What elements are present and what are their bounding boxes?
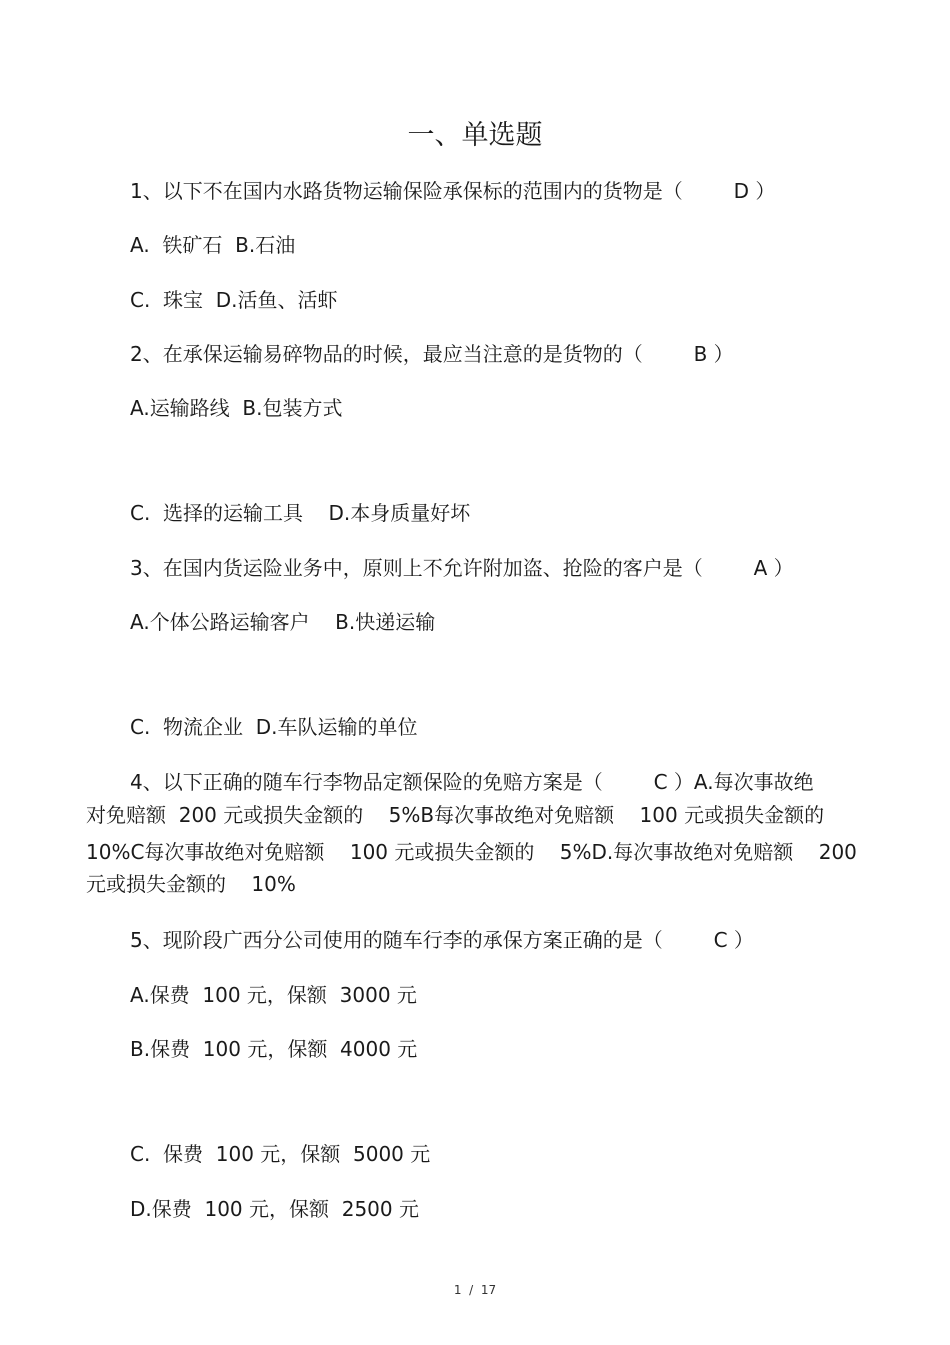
question-4-line-2: 对免赔额 200 元或损失金额的 5%B每次事故绝对免赔额 100 元或损失金额的: [86, 803, 825, 827]
question-2-options-cd: C. 选择的运输工具 D.本身质量好坏: [130, 501, 471, 525]
question-2-options-ab: A.运输路线 B.包装方式: [130, 396, 343, 420]
question-5-stem: 5、现阶段广西分公司使用的随车行李的承保方案正确的是（ C ）: [130, 928, 754, 952]
page-title: 一、单选题: [407, 120, 543, 151]
question-5-option-b: B.保费 100 元，保额 4000 元: [130, 1037, 418, 1061]
question-5-option-d: D.保费 100 元，保额 2500 元: [130, 1197, 419, 1221]
question-4-line-3: 10%C每次事故绝对免赔额 100 元或损失金额的 5%D.每次事故绝对免赔额 200: [86, 840, 857, 864]
question-3-options-ab: A.个体公路运输客户 B.快递运输: [130, 610, 436, 634]
question-3-options-cd: C. 物流企业 D.车队运输的单位: [130, 715, 418, 739]
question-3-stem: 3、在国内货运险业务中，原则上不允许附加盗、抢险的客户是（ A ）: [130, 556, 794, 580]
question-5-option-c: C. 保费 100 元，保额 5000 元: [130, 1142, 431, 1166]
question-4-line-4: 元或损失金额的 10%: [86, 872, 296, 896]
question-4-stem: 4、以下正确的随车行李物品定额保险的免赔方案是（ C ）A.每次事故绝: [130, 770, 814, 794]
page-number: 1 / 17: [453, 1283, 497, 1297]
question-1-options-cd: C. 珠宝 D.活鱼、活虾: [130, 288, 338, 312]
question-1-stem: 1、以下不在国内水路货物运输保险承保标的范围内的货物是（ D ）: [130, 179, 776, 203]
question-5-option-a: A.保费 100 元，保额 3000 元: [130, 983, 417, 1007]
question-1-options-ab: A. 铁矿石 B.石油: [130, 233, 296, 257]
question-2-stem: 2、在承保运输易碎物品的时候，最应当注意的是货物的（ B ）: [130, 342, 734, 366]
